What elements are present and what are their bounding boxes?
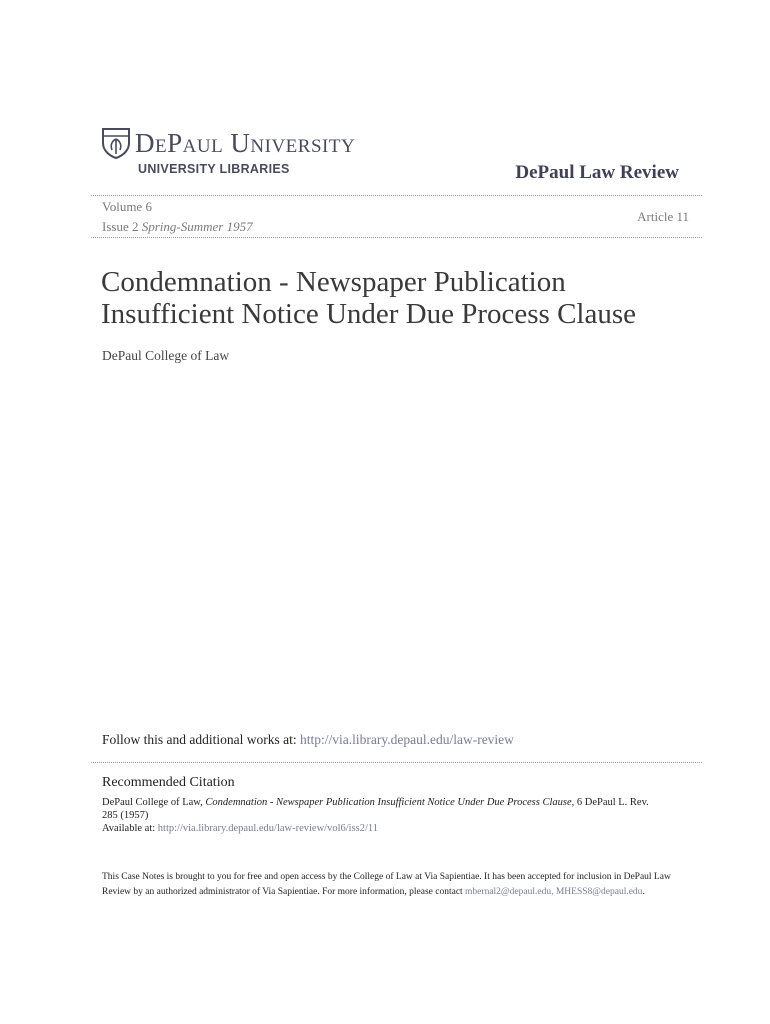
citation-body xyxy=(102,796,662,835)
title-line-2: Insufficient Notice Under Due Process Clause xyxy=(101,298,637,330)
shield-icon xyxy=(101,127,131,159)
contact-emails[interactable]: mbernal2@depaul.edu, MHESS8@depaul.edu xyxy=(465,887,643,897)
citation-title: Condemnation - Newspaper Publication Insufficient Notice Under Due Process Clause xyxy=(205,797,572,808)
issue-season: Spring-Summer 1957 xyxy=(141,219,253,234)
citation-source: , 6 DePaul L. Rev. 285 (1957) xyxy=(102,797,649,821)
footer-text: This Case Notes is brought to you for free and open access by the College of Law at Via Sapientiae. It has been accepted for inclusion in DePaul Law Review by an authorized administrator of Via Sapientiae. For more information, please contact xyxy=(102,872,671,897)
volume: Volume 6 xyxy=(102,199,152,214)
footer-end: . xyxy=(642,887,645,897)
citation-author: DePaul College of Law, xyxy=(102,797,203,808)
divider xyxy=(91,237,702,238)
follow-line xyxy=(102,732,514,748)
article-number: Article 11 xyxy=(637,209,689,224)
footer-notice xyxy=(102,870,682,900)
follow-label: Follow this and additional works at: xyxy=(102,732,297,747)
article-title xyxy=(101,266,701,330)
depaul-logo xyxy=(101,127,355,176)
title-line-1: Condemnation - Newspaper Publication xyxy=(101,266,566,298)
divider xyxy=(91,195,702,196)
citation-heading: Recommended Citation xyxy=(102,775,235,790)
author: DePaul College of Law xyxy=(102,348,230,363)
journal-title: DePaul Law Review xyxy=(515,162,679,183)
available-label: Available at: xyxy=(102,823,156,834)
divider xyxy=(91,762,702,763)
issue-number: Issue 2 xyxy=(102,219,139,234)
citation-link[interactable]: http://via.library.depaul.edu/law-review/vol6/iss2/11 xyxy=(157,823,379,834)
follow-link[interactable]: http://via.library.depaul.edu/law-review xyxy=(300,732,514,747)
issue xyxy=(102,219,253,235)
logo-subtitle: UNIVERSITY LIBRARIES xyxy=(138,162,290,176)
logo-name: DePaul University xyxy=(135,127,356,158)
